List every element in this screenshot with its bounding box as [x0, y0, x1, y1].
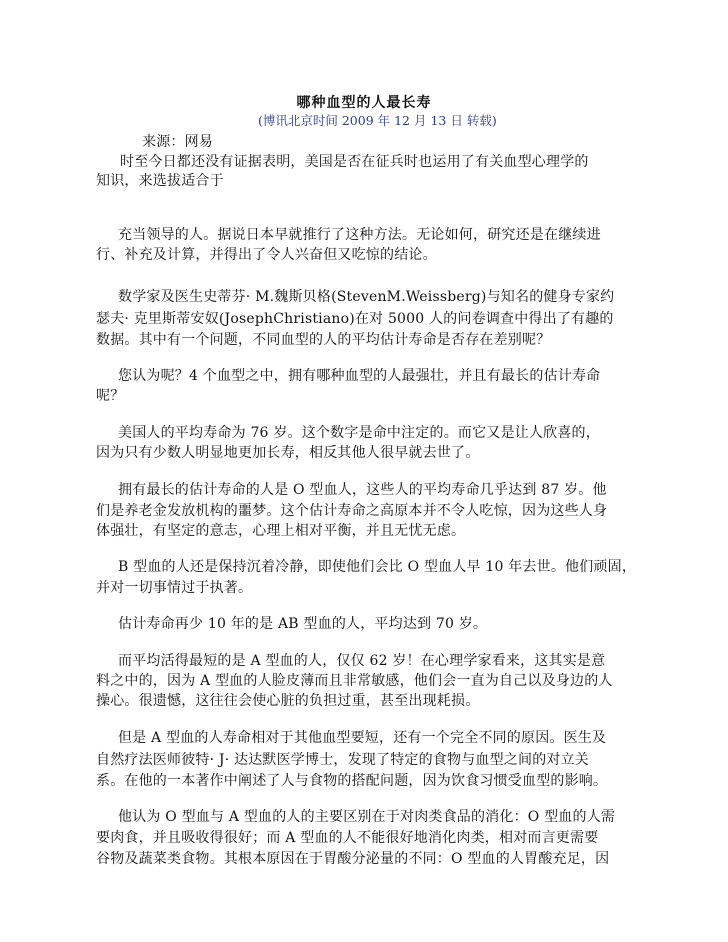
body-line: 自然疗法医师彼特· J· 达达默医学博士，发现了特定的食物与血型之间的对立关: [96, 752, 590, 768]
body-line: 数据。其中有一个问题，不同血型的人的平均估计寿命是否存在差别呢？: [96, 332, 551, 348]
body-line: 呢？: [96, 388, 125, 404]
body-line: 因为只有少数人明显地更加长寿，相反其他人很早就去世了。: [96, 445, 480, 461]
body-line: 体强壮，有坚定的意志，心理上相对平衡，并且无忧无虑。: [96, 523, 466, 539]
body-line: 们是养老金发放机构的噩梦。这个估计寿命之高原本并不令人吃惊，因为这些人身: [96, 503, 608, 519]
body-line: 谷物及蔬菜类食物。其根本原因在于胃酸分泌量的不同：O 型血的人胃酸充足，因: [96, 851, 610, 867]
body-line: 美国人的平均寿命为 76 岁。这个数字是命中注定的。而它又是让人欣喜的，: [118, 425, 600, 441]
body-line: 操心。很遗憾，这往往会使心脏的负担过重，甚至出现耗损。: [96, 693, 480, 709]
body-line: 充当领导的人。据说日本早就推行了这种方法。无论如何，研究还是在继续进: [118, 227, 601, 243]
body-line: 他认为 O 型血与 A 型血的人的主要区别在于对肉类食品的消化：O 型血的人需: [118, 809, 616, 825]
body-line: 要肉食，并且吸收得很好；而 A 型血的人不能很好地消化肉类，相对而言更需要: [96, 830, 599, 846]
body-line: 系。在他的一本著作中阐述了人与食物的搭配问题，因为饮食习惯受血型的影响。: [96, 773, 608, 789]
document-subtitle: (博讯北京时间 2009 年 12 月 13 日 转载): [258, 113, 497, 128]
body-line: 知识，来选拔适合于: [96, 173, 224, 189]
body-line: 而平均活得最短的是 A 型血的人，仅仅 62 岁！在心理学家看来，这其实是意: [118, 653, 606, 669]
body-line: 您认为呢？4 个血型之中，拥有哪种血型的人最强壮，并且有最长的估计寿命: [118, 368, 601, 384]
body-line: 但是 A 型血的人寿命相对于其他血型要短，还有一个完全不同的原因。医生及: [118, 730, 607, 746]
source-line: 来源：网易: [142, 134, 213, 150]
document-title: 哪种血型的人最长寿: [296, 95, 432, 111]
body-line: 料之中的，因为 A 型血的人脸皮薄而且非常敏感，他们会一直为自己以及身边的人: [96, 673, 613, 689]
body-line: 拥有最长的估计寿命的人是 O 型血人，这些人的平均寿命几乎达到 87 岁。他: [118, 482, 607, 498]
body-line: B 型血的人还是保持沉着冷静，即使他们会比 O 型血人早 10 年去世。他们顽固，: [118, 559, 637, 575]
body-line: 数学家及医生史蒂芬· M.魏斯贝格(StevenM.Weissberg)与知名的健身专家约: [118, 289, 615, 305]
body-line: 估计寿命再少 10 年的是 AB 型血的人，平均达到 70 岁。: [118, 616, 488, 632]
body-line: 行、补充及计算，并得出了令人兴奋但又吃惊的结论。: [96, 247, 437, 263]
body-line: 并对一切事情过于执著。: [96, 580, 253, 596]
body-line: 瑟夫· 克里斯蒂安奴(JosephChristiano)在对 5000 人的问卷调查中得出了有趣的: [96, 311, 614, 327]
body-line: 时至今日都还没有证据表明，美国是否在征兵时也运用了有关血型心理学的: [120, 154, 589, 170]
